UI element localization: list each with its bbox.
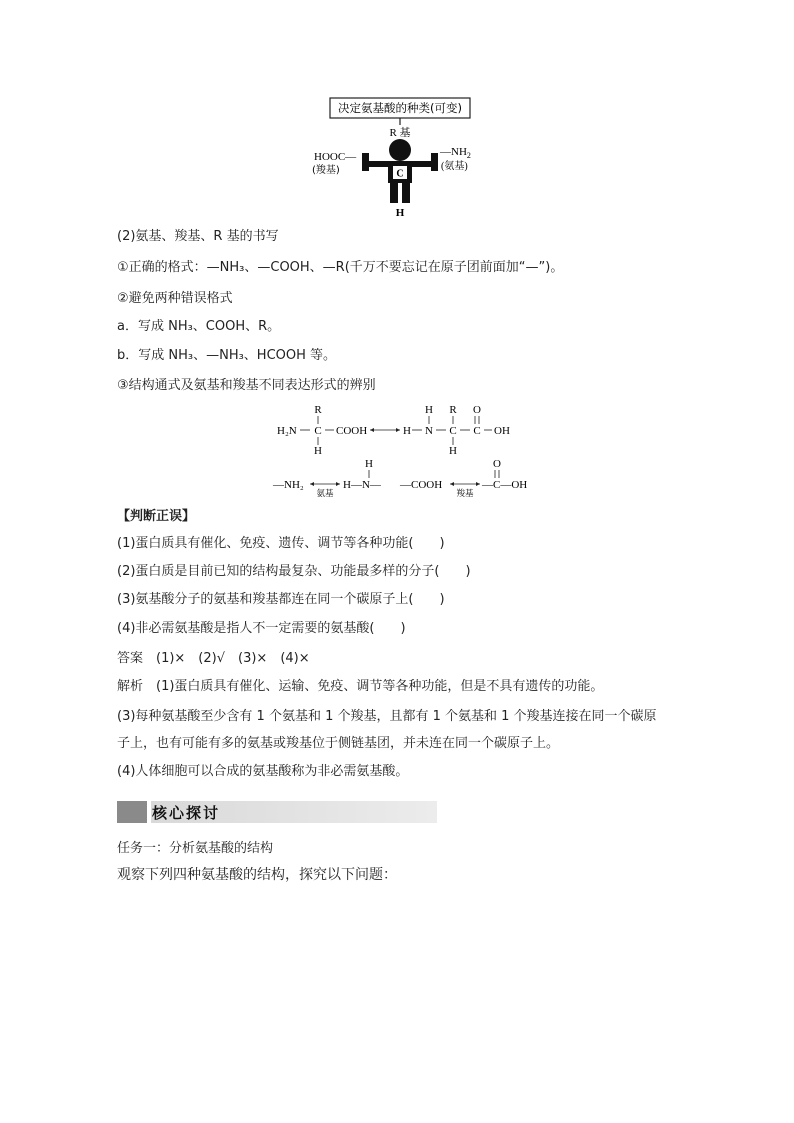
analysis-1: 解析 (1)蛋白质具有催化、运输、免疫、调节等各种功能，但是不具有遗传的功能。 [117, 679, 604, 694]
right-o-top: O [473, 404, 481, 416]
left-h: H [314, 445, 322, 457]
nh2-sub: 2 [466, 151, 471, 160]
figure-box-label: 决定氨基酸的种类(可变) [338, 101, 462, 115]
nh2-name: (氨基) [441, 161, 468, 172]
amino-label: 氨基 [316, 488, 334, 498]
judge-item-4: (4)非必需氨基酸是指人不一定需要的氨基酸( ) [117, 621, 406, 636]
svg-text:—NH2 [439, 146, 471, 160]
right-n: N [425, 425, 433, 437]
right-h-label: H [403, 425, 411, 437]
analysis-3a: (3)每种氨基酸至少含有 1 个氨基和 1 个羧基，且都有 1 个氨基和 1 个羧基连接在同一个碳原 [117, 709, 657, 724]
carboxyl-label: 羧基 [456, 488, 474, 498]
left-h2n: H₂N [277, 425, 297, 437]
right-h-top: H [425, 404, 433, 416]
left-cooh: COOH [336, 425, 368, 437]
h-label: H [395, 207, 405, 219]
observe-line: 观察下列四种氨基酸的结构，探究以下问题： [117, 867, 397, 883]
carboxyl-left: —COOH [400, 479, 443, 491]
amino-acid-figure [300, 95, 500, 220]
amino-left: —NH₂ [273, 479, 304, 491]
judge-item-2: (2)蛋白质是目前已知的结构最复杂、功能最多样的分子( ) [117, 564, 471, 579]
nh2-label: —NH [440, 146, 467, 158]
formula-comparison-figure [270, 400, 550, 500]
amino-right-top: H [365, 458, 373, 470]
judge-item-3: (3)氨基酸分子的氨基和羧基都连在同一个碳原子上( ) [117, 592, 445, 607]
avoid-title: ②避免两种错误格式 [117, 291, 233, 306]
cooh-name: (羧基) [312, 165, 340, 176]
right-h-bottom: H [449, 445, 457, 457]
carboxyl-right: —C—OH [482, 479, 528, 491]
distinguish-title: ③结构通式及氨基和羧基不同表达形式的辨别 [117, 378, 376, 393]
task-1: 任务一：分析氨基酸的结构 [117, 841, 274, 856]
amino-right: H—N— [343, 479, 381, 491]
left-c: C [314, 425, 322, 437]
answer: 答案 (1)× (2)√ (3)× (4)× [117, 651, 310, 666]
right-r-top: R [449, 404, 457, 416]
core-heading: 核心探讨 [152, 804, 221, 822]
analysis-3b: 子上，也有可能有多的氨基或羧基位于侧链基团，并未连在同一个碳原子上。 [117, 736, 560, 751]
section2-title: (2)氨基、羧基、R 基的书写 [117, 229, 279, 244]
cooh-label: HOOC— [314, 151, 357, 163]
right-oh: OH [494, 425, 510, 437]
judge-item-1: (1)蛋白质具有催化、免疫、遗传、调节等各种功能( ) [117, 536, 445, 551]
error-b: b．写成 NH₃、—NH₃、HCOOH 等。 [117, 348, 337, 363]
right-c1: C [449, 425, 457, 437]
judge-title: 【判断正误】 [117, 509, 196, 524]
right-c2: C [473, 425, 481, 437]
analysis-4: (4)人体细胞可以合成的氨基酸称为非必需氨基酸。 [117, 764, 409, 779]
carboxyl-right-top: O [493, 458, 501, 470]
correct-format: ①正确的格式：—NH₃、—COOH、—R(千万不要忘记在原子团前面加“—”)。 [117, 260, 564, 275]
error-a: a．写成 NH₃、COOH、R。 [117, 319, 281, 334]
r-group-label: R 基 [389, 127, 411, 139]
left-r: R [314, 404, 322, 416]
carbon-center: C [396, 168, 404, 180]
